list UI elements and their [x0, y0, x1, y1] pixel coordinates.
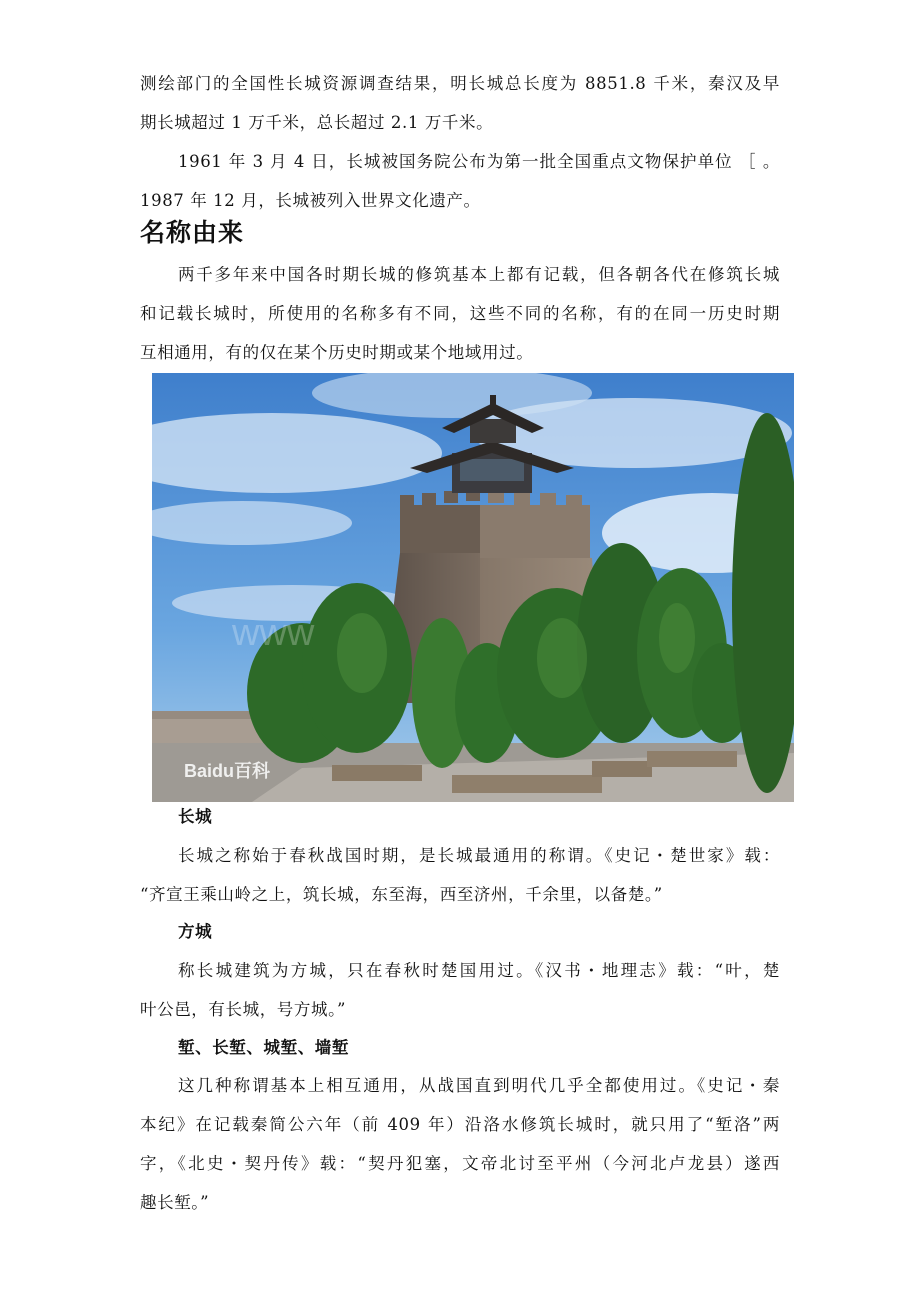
paragraph-line: 两千多年来中国各时期长城的修筑基本上都有记载，但各朝各代在修筑长城: [178, 265, 780, 284]
paragraph-line: 叶公邑，有长城，号方城。”: [140, 1000, 346, 1019]
paragraph-line: 测绘部门的全国性长城资源调查结果，明长城总长度为 8851.8 千米，秦汉及早: [140, 74, 780, 93]
paragraph-line: 这几种称谓基本上相互通用，从战国直到明代几乎全都使用过。《史记・秦: [178, 1076, 780, 1095]
entry-title: 长城: [178, 807, 213, 826]
watermark-site: www: [232, 612, 315, 654]
baidu-watermark-logo: Baidu百科: [184, 761, 271, 781]
paragraph-line: “齐宣王乘山岭之上，筑长城，东至海，西至济州，千余里，以备楚。”: [140, 885, 663, 904]
paragraph-line: 称长城建筑为方城，只在春秋时楚国用过。《汉书・地理志》载：“叶，楚: [178, 961, 780, 980]
entry-title: 堑、长堑、城堑、墙堑: [178, 1038, 349, 1057]
paragraph-line: 趣长堑。”: [140, 1193, 210, 1212]
section-heading: 名称由来: [140, 218, 245, 247]
paragraph-line: 本纪》在记载秦简公六年（前 409 年）沿洛水修筑长城时，就只用了“堑洛”两: [140, 1115, 780, 1134]
entry-title: 方城: [178, 922, 213, 941]
paragraph-line: 期长城超过 1 万千米，总长超过 2.1 万千米。: [140, 113, 494, 132]
paragraph-line: 和记载长城时，所使用的名称多有不同，这些不同的名称，有的在同一历史时期: [140, 304, 780, 323]
paragraph-line: 1961 年 3 月 4 日，长城被国务院公布为第一批全国重点文物保护单位 ［ 。: [178, 152, 780, 171]
great-wall-watchtower-photo: [152, 373, 794, 802]
paragraph-line: 互相通用，有的仅在某个历史时期或某个地域用过。: [140, 343, 534, 362]
paragraph-line: 长城之称始于春秋战国时期，是长城最通用的称谓。《史记・楚世家》载：: [178, 846, 780, 865]
paragraph-line: 字，《北史・契丹传》载：“契丹犯塞，文帝北讨至平州（今河北卢龙县）遂西: [140, 1154, 780, 1173]
paragraph-line: 1987 年 12 月，长城被列入世界文化遗产。: [140, 191, 481, 210]
